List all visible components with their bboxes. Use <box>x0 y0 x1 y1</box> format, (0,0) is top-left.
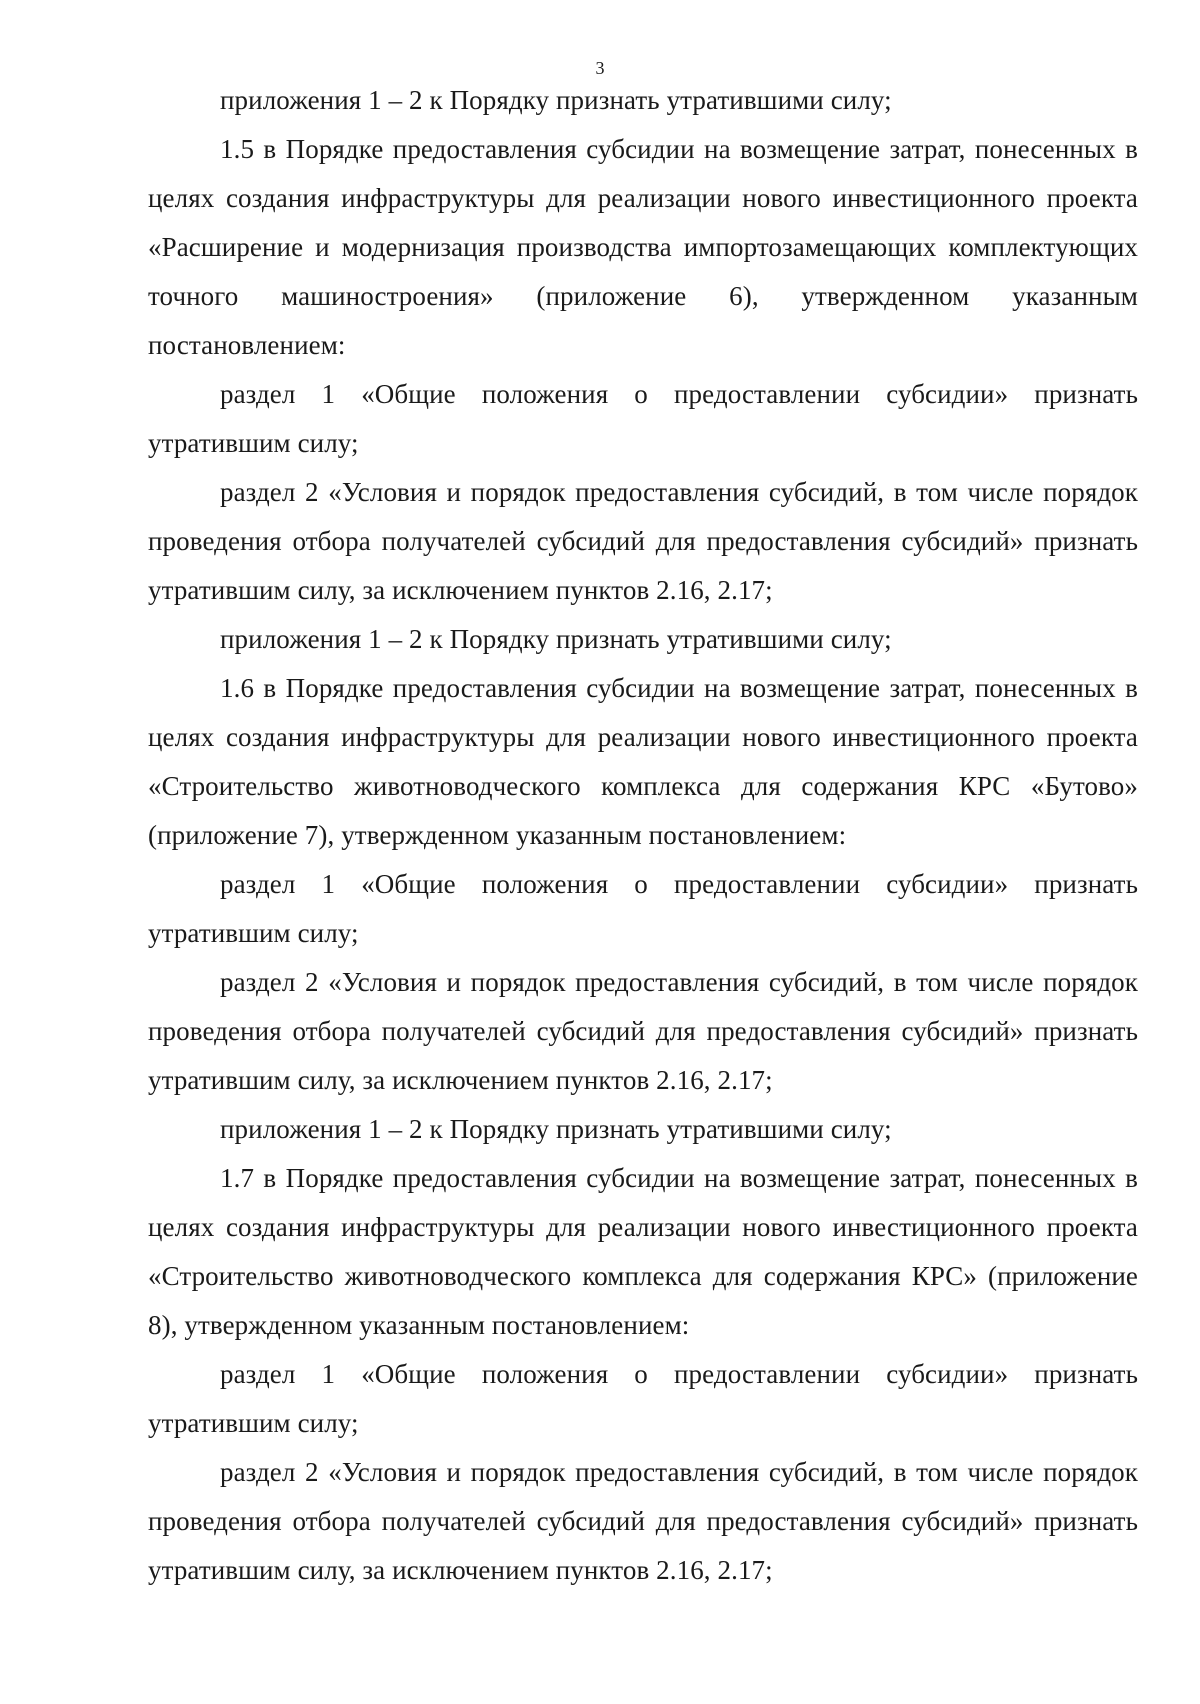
paragraph: раздел 2 «Условия и порядок предоставления субсидий, в том числе порядок проведения отбора получателей субсидий для предоставления субсидий» признать утратившим силу, за исключением пунктов 2.16, 2.17; <box>148 477 1138 605</box>
paragraph: раздел 1 «Общие положения о предоставлении субсидии» признать утратившим силу; <box>148 869 1138 948</box>
paragraph: 1.5 в Порядке предоставления субсидии на возмещение затрат, понесенных в целях создания инфраструктуры для реализации нового инвестиционного проекта «Расширение и модернизация производства импортозамещающих комплектующих точного машиностроения» (приложение 6), утвержденном указанным постановлением: <box>148 134 1138 360</box>
paragraph: приложения 1 – 2 к Порядку признать утратившими силу; <box>220 85 892 115</box>
paragraph: 1.6 в Порядке предоставления субсидии на возмещение затрат, понесенных в целях создания инфраструктуры для реализации нового инвестиционного проекта «Строительство животноводческого комплекса для содержания КРС «Бутово» (приложение 7), утвержденном указанным постановлением: <box>148 673 1138 850</box>
paragraph: 1.7 в Порядке предоставления субсидии на возмещение затрат, понесенных в целях создания инфраструктуры для реализации нового инвестиционного проекта «Строительство животноводческого комплекса для содержания КРС» (приложение 8), утвержденном указанным постановлением: <box>148 1163 1138 1340</box>
paragraph: раздел 2 «Условия и порядок предоставления субсидий, в том числе порядок проведения отбора получателей субсидий для предоставления субсидий» признать утратившим силу, за исключением пунктов 2.16, 2.17; <box>148 967 1138 1095</box>
paragraph: раздел 1 «Общие положения о предоставлении субсидии» признать утратившим силу; <box>148 379 1138 458</box>
paragraph: раздел 1 «Общие положения о предоставлении субсидии» признать утратившим силу; <box>148 1359 1138 1438</box>
document-body <box>148 76 1138 1595</box>
paragraph: приложения 1 – 2 к Порядку признать утратившими силу; <box>220 1114 892 1144</box>
page-number: 3 <box>595 58 605 78</box>
paragraph: раздел 2 «Условия и порядок предоставления субсидий, в том числе порядок проведения отбора получателей субсидий для предоставления субсидий» признать утратившим силу, за исключением пунктов 2.16, 2.17; <box>148 1457 1138 1585</box>
paragraph: приложения 1 – 2 к Порядку признать утратившими силу; <box>220 624 892 654</box>
